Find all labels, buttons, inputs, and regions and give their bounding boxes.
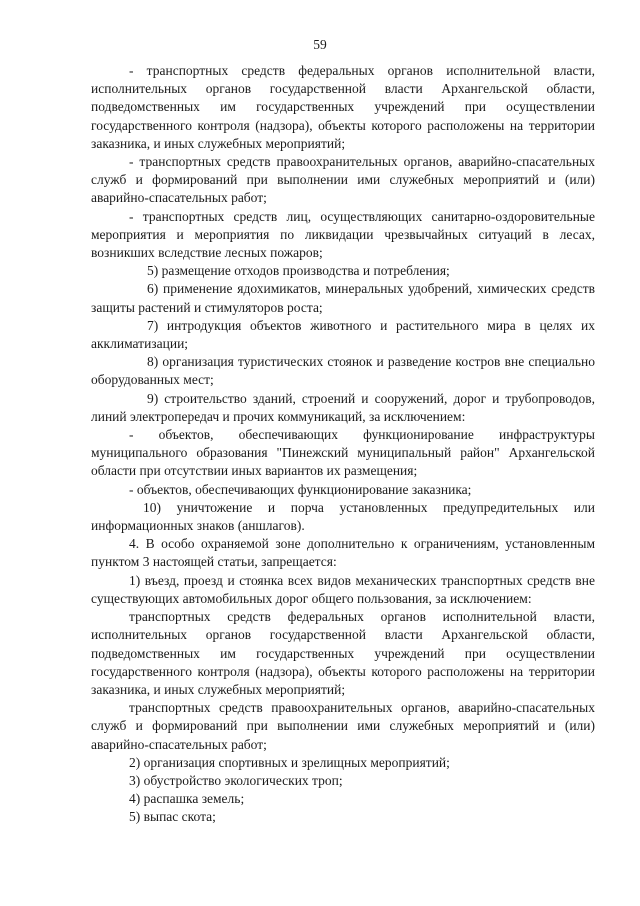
paragraph: 4) распашка земель; [129,791,245,807]
paragraph: 9) строительство зданий, строений и сооружений, дорог и трубопроводов, линий электропередач и прочих коммуникаций, за исключением: [91,390,595,424]
paragraph: 10) уничтожение и порча установленных предупредительных или информационных знаков (аншлагов). [91,499,595,534]
paragraph: 5) размещение отходов производства и потребления; [147,263,450,279]
paragraph: 4. В особо охраняемой зоне дополнительно к ограничениям, установленным пунктом 3 настоящей статьи, запрещается: [91,536,595,570]
paragraph: 6) применение ядохимикатов, минеральных удобрений, химических средств защиты растений и стимуляторов роста; [91,281,595,315]
paragraph: - объектов, обеспечивающих функционирование заказника; [129,481,472,497]
paragraph: 2) организация спортивных и зрелищных мероприятий; [129,754,450,770]
paragraph: транспортных средств правоохранительных органов, аварийно-спасательных служб и формирований при выполнении ими служебных мероприятий и (или) аварийно-спасательных работ; [91,700,595,752]
document-body [91,62,595,827]
paragraph: - транспортных средств правоохранительных органов, аварийно-спасательных служб и формирований при выполнении ими служебных мероприятий и (или) аварийно-спасательных работ; [91,154,595,206]
paragraph: 8) организация туристических стоянок и разведение костров вне специально оборудованных мест; [91,354,595,388]
paragraph: 1) въезд, проезд и стоянка всех видов механических транспортных средств вне существующих автомобильных дорог общего пользования, за исключением: [91,572,595,606]
paragraph: 3) обустройство экологических троп; [129,772,343,788]
page-number: 59 [313,37,327,52]
paragraph: 7) интродукция объектов животного и растительного мира в целях их акклиматизации; [91,317,595,352]
paragraph: 5) выпас скота; [129,809,216,825]
paragraph: - объектов, обеспечивающих функционирование инфраструктуры муниципального образования "Пинежский муниципальный район" Архангельской области при отсутствии иных вариантов их размещения; [91,427,595,479]
paragraph: - транспортных средств лиц, осуществляющих санитарно-оздоровительные мероприятия и мероприятия по ликвидации чрезвычайных ситуаций в лесах, возникших вследствие лесных пожаров; [91,208,595,261]
paragraph: - транспортных средств федеральных органов исполнительной власти, исполнительных органов государственной власти Архангельской области, подведомственных им государственных учреждений при осуществлении государственного контроля (надзора), объекты которого расположены на территории заказника, и иных служебных мероприятий; [91,63,595,151]
paragraph: транспортных средств федеральных органов исполнительной власти, исполнительных органов государственной власти Архангельской области, подведомственных им государственных учреждений при осуществлении государственного контроля (надзора), объекты которого расположены на территории заказника, и иных служебных мероприятий; [91,609,595,697]
